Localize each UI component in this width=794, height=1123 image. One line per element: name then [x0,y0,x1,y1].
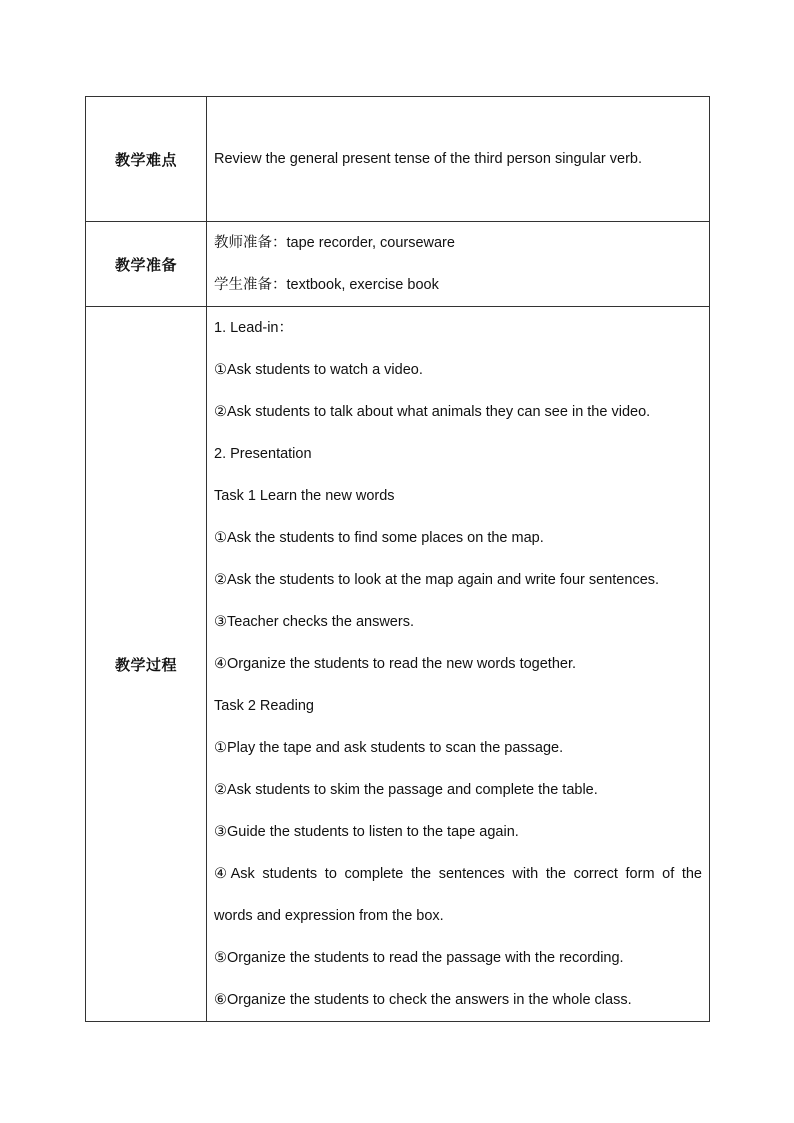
difficulty-content: Review the general present tense of the third person singular verb. [207,97,710,222]
process-content [207,307,710,1022]
process-line: Task 2 Reading [214,698,314,714]
process-line: Task 1 Learn the new words [214,488,395,504]
lesson-plan-table [85,96,710,1022]
process-line: 2. Presentation [214,446,312,462]
student-preparation: 学生准备：textbook, exercise book [214,277,439,293]
preparation-content [207,222,710,307]
process-line: ③Guide the students to listen to the tape again. [214,824,519,840]
process-line: ④Ask students to complete the sentences with the correct form of the [214,866,702,882]
process-label: 教学过程 [86,307,207,1022]
process-line: ②Ask students to talk about what animals they can see in the video. [214,404,651,420]
process-line: ③Teacher checks the answers. [214,614,414,630]
preparation-label: 教学准备 [86,222,207,307]
difficulty-label: 教学难点 [86,97,207,222]
teacher-preparation: 教师准备：tape recorder, courseware [214,235,455,251]
process-line: ④Organize the students to read the new words together. [214,656,577,672]
process-line: ②Ask students to skim the passage and complete the table. [214,782,598,798]
process-row [86,307,710,1022]
process-line: ⑤Organize the students to read the passage with the recording. [214,950,624,966]
process-line: 1. Lead-in： [214,320,293,336]
preparation-row [86,222,710,307]
process-line: words and expression from the box. [214,908,444,924]
process-line: ⑥Organize the students to check the answers in the whole class. [214,992,632,1008]
process-line: ①Ask students to watch a video. [214,362,423,378]
process-line: ①Play the tape and ask students to scan the passage. [214,740,564,756]
process-line: ②Ask the students to look at the map again and write four sentences. [214,572,660,588]
process-line: ①Ask the students to find some places on the map. [214,530,544,546]
difficulty-row [86,97,710,222]
